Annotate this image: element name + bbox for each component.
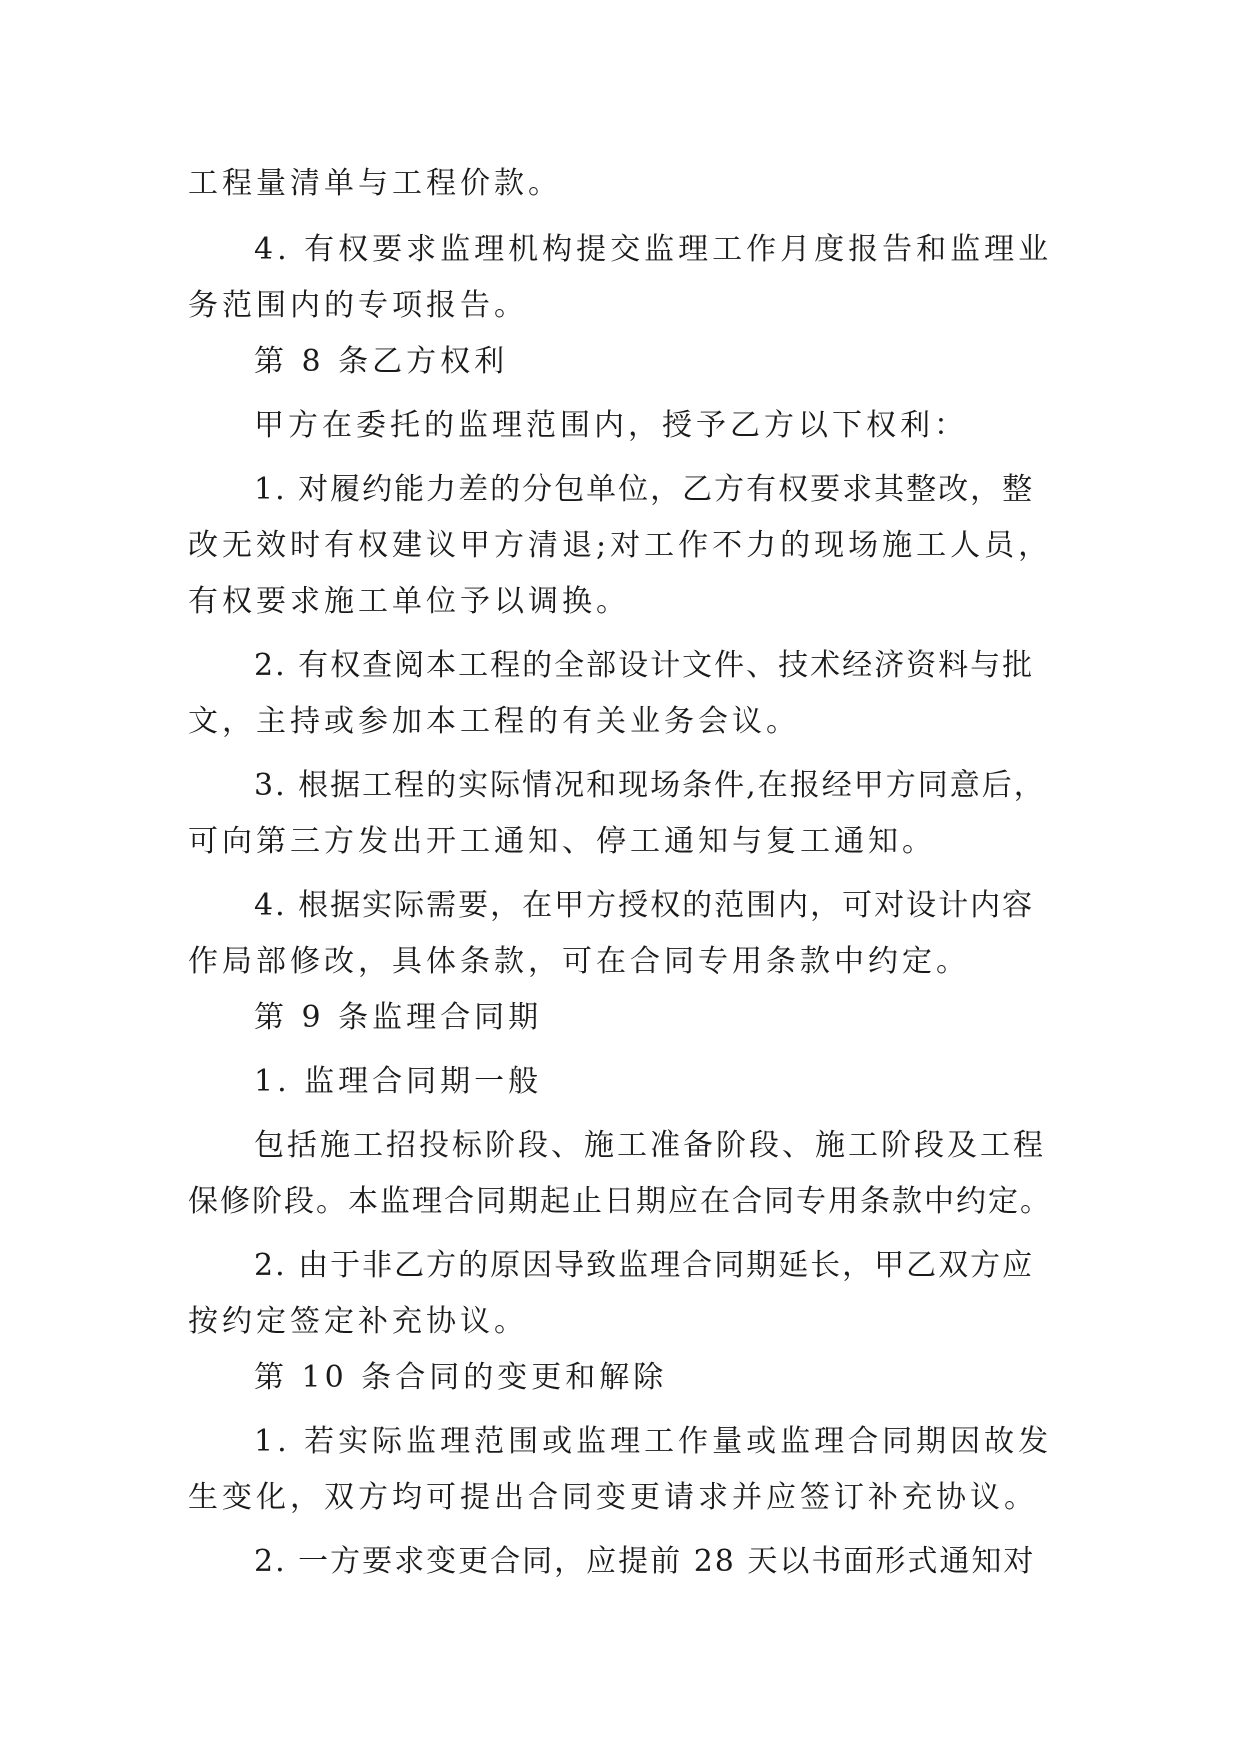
- text-line: 务范围内的专项报告。: [188, 288, 528, 323]
- text-line: 1. 监理合同期一般: [254, 1064, 543, 1099]
- text-line: 可向第三方发出开工通知、停工通知与复工通知。: [188, 824, 936, 859]
- text-line: 4. 有权要求监理机构提交监理工作月度报告和监理业: [254, 232, 1053, 267]
- section-heading: 第 9 条监理合同期: [254, 1000, 543, 1035]
- text-line: 作局部修改，具体条款，可在合同专用条款中约定。: [188, 944, 970, 979]
- text-line: 1. 若实际监理范围或监理工作量或监理合同期因故发: [254, 1424, 1053, 1459]
- text-line: 生变化，双方均可提出合同变更请求并应签订补充协议。: [188, 1480, 1038, 1515]
- text-line: 2. 有权查阅本工程的全部设计文件、技术经济资料与批: [254, 648, 1035, 683]
- text-line: 文，主持或参加本工程的有关业务会议。: [188, 704, 800, 739]
- text-line: 2. 由于非乙方的原因导致监理合同期延长，甲乙双方应: [254, 1248, 1035, 1283]
- text-line: 保修阶段。本监理合同期起止日期应在合同专用条款中约定。: [188, 1184, 1052, 1219]
- text-line: 按约定签定补充协议。: [188, 1304, 528, 1339]
- section-heading: 第 10 条合同的变更和解除: [254, 1360, 668, 1395]
- text-line: 甲方在委托的监理范围内，授予乙方以下权利：: [254, 408, 968, 443]
- text-line: 改无效时有权建议甲方清退;对工作不力的现场施工人员，: [188, 528, 1053, 563]
- section-heading: 第 8 条乙方权利: [254, 344, 509, 379]
- text-line: 4. 根据实际需要，在甲方授权的范围内，可对设计内容: [254, 888, 1035, 923]
- text-line: 工程量清单与工程价款。: [188, 166, 562, 201]
- text-line: 2. 一方要求变更合同，应提前 28 天以书面形式通知对: [254, 1544, 1036, 1579]
- text-line: 包括施工招投标阶段、施工准备阶段、施工阶段及工程: [254, 1128, 1046, 1163]
- text-line: 有权要求施工单位予以调换。: [188, 584, 630, 619]
- text-line: 3. 根据工程的实际情况和现场条件,在报经甲方同意后，: [254, 768, 1046, 803]
- text-line: 1. 对履约能力差的分包单位，乙方有权要求其整改，整: [254, 472, 1035, 507]
